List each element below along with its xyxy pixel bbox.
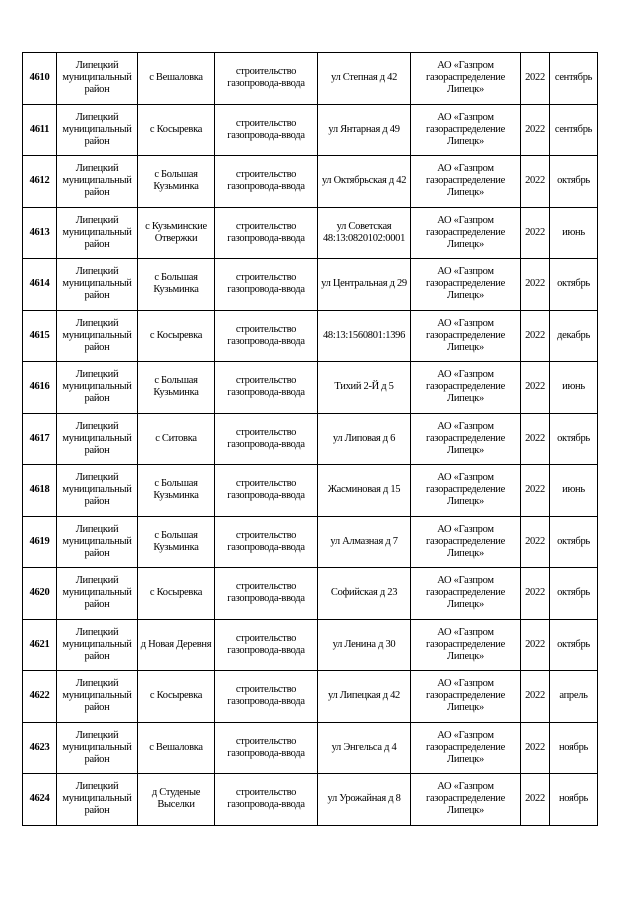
row-number: 4614 [23,259,57,311]
row-number: 4615 [23,310,57,362]
district-cell: Липецкий муниципальный район [57,568,138,620]
year-cell: 2022 [521,465,550,517]
row-number: 4611 [23,104,57,156]
settlement-cell: с Косыревка [138,568,215,620]
organization-cell: АО «Газпром газораспределение Липецк» [411,207,521,259]
work-type-cell: строительство газопровода-ввода [215,259,318,311]
month-cell: сентябрь [550,104,598,156]
district-cell: Липецкий муниципальный район [57,516,138,568]
work-type-cell: строительство газопровода-ввода [215,207,318,259]
district-cell: Липецкий муниципальный район [57,362,138,414]
settlement-cell: д Новая Деревня [138,619,215,671]
row-number: 4624 [23,774,57,826]
year-cell: 2022 [521,568,550,620]
address-cell: Тихий 2-Й д 5 [318,362,411,414]
settlement-cell: с Вешаловка [138,53,215,105]
work-type-cell: строительство газопровода-ввода [215,310,318,362]
district-cell: Липецкий муниципальный район [57,722,138,774]
month-cell: июнь [550,465,598,517]
year-cell: 2022 [521,310,550,362]
address-cell: ул Советская 48:13:0820102:0001 [318,207,411,259]
address-cell: ул Ленина д 30 [318,619,411,671]
settlement-cell: д Студеные Выселки [138,774,215,826]
work-type-cell: строительство газопровода-ввода [215,413,318,465]
organization-cell: АО «Газпром газораспределение Липецк» [411,53,521,105]
table-row [23,207,598,259]
organization-cell: АО «Газпром газораспределение Липецк» [411,156,521,208]
address-cell: ул Алмазная д 7 [318,516,411,568]
work-type-cell: строительство газопровода-ввода [215,671,318,723]
settlement-cell: с Ситовка [138,413,215,465]
month-cell: июнь [550,207,598,259]
district-cell: Липецкий муниципальный район [57,671,138,723]
row-number: 4613 [23,207,57,259]
settlement-cell: с Кузьминские Отвержки [138,207,215,259]
row-number: 4616 [23,362,57,414]
organization-cell: АО «Газпром газораспределение Липецк» [411,465,521,517]
settlement-cell: с Большая Кузьминка [138,465,215,517]
table-row [23,568,598,620]
district-cell: Липецкий муниципальный район [57,156,138,208]
work-type-cell: строительство газопровода-ввода [215,362,318,414]
work-type-cell: строительство газопровода-ввода [215,156,318,208]
year-cell: 2022 [521,104,550,156]
year-cell: 2022 [521,259,550,311]
address-cell: ул Янтарная д 49 [318,104,411,156]
address-cell: Жасминовая д 15 [318,465,411,517]
month-cell: октябрь [550,568,598,620]
month-cell: октябрь [550,156,598,208]
organization-cell: АО «Газпром газораспределение Липецк» [411,671,521,723]
address-cell: 48:13:1560801:1396 [318,310,411,362]
address-cell: ул Центральная д 29 [318,259,411,311]
settlement-cell: с Косыревка [138,104,215,156]
organization-cell: АО «Газпром газораспределение Липецк» [411,722,521,774]
settlement-cell: с Вешаловка [138,722,215,774]
settlement-cell: с Косыревка [138,310,215,362]
organization-cell: АО «Газпром газораспределение Липецк» [411,619,521,671]
year-cell: 2022 [521,362,550,414]
work-type-cell: строительство газопровода-ввода [215,722,318,774]
address-cell: ул Липовая д 6 [318,413,411,465]
row-number: 4621 [23,619,57,671]
organization-cell: АО «Газпром газораспределение Липецк» [411,104,521,156]
month-cell: октябрь [550,259,598,311]
district-cell: Липецкий муниципальный район [57,53,138,105]
table-row [23,774,598,826]
work-type-cell: строительство газопровода-ввода [215,568,318,620]
district-cell: Липецкий муниципальный район [57,259,138,311]
year-cell: 2022 [521,774,550,826]
row-number: 4610 [23,53,57,105]
row-number: 4623 [23,722,57,774]
work-type-cell: строительство газопровода-ввода [215,516,318,568]
row-number: 4612 [23,156,57,208]
year-cell: 2022 [521,156,550,208]
row-number: 4617 [23,413,57,465]
work-type-cell: строительство газопровода-ввода [215,619,318,671]
row-number: 4619 [23,516,57,568]
row-number: 4622 [23,671,57,723]
district-cell: Липецкий муниципальный район [57,774,138,826]
district-cell: Липецкий муниципальный район [57,619,138,671]
settlement-cell: с Большая Кузьминка [138,259,215,311]
table-row [23,156,598,208]
month-cell: июнь [550,362,598,414]
table-row [23,516,598,568]
year-cell: 2022 [521,619,550,671]
month-cell: октябрь [550,619,598,671]
year-cell: 2022 [521,516,550,568]
month-cell: октябрь [550,516,598,568]
organization-cell: АО «Газпром газораспределение Липецк» [411,774,521,826]
table-row [23,671,598,723]
address-cell: ул Урожайная д 8 [318,774,411,826]
month-cell: сентябрь [550,53,598,105]
table-row [23,465,598,517]
work-type-cell: строительство газопровода-ввода [215,774,318,826]
year-cell: 2022 [521,722,550,774]
month-cell: ноябрь [550,722,598,774]
organization-cell: АО «Газпром газораспределение Липецк» [411,362,521,414]
table-row [23,310,598,362]
address-cell: ул Липецкая д 42 [318,671,411,723]
district-cell: Липецкий муниципальный район [57,465,138,517]
organization-cell: АО «Газпром газораспределение Липецк» [411,568,521,620]
row-number: 4618 [23,465,57,517]
table-body [23,53,598,826]
work-type-cell: строительство газопровода-ввода [215,465,318,517]
month-cell: октябрь [550,413,598,465]
organization-cell: АО «Газпром газораспределение Липецк» [411,310,521,362]
district-cell: Липецкий муниципальный район [57,104,138,156]
month-cell: ноябрь [550,774,598,826]
table-row [23,259,598,311]
organization-cell: АО «Газпром газораспределение Липецк» [411,413,521,465]
settlement-cell: с Большая Кузьминка [138,156,215,208]
address-cell: ул Степная д 42 [318,53,411,105]
table-row [23,104,598,156]
work-type-cell: строительство газопровода-ввода [215,104,318,156]
organization-cell: АО «Газпром газораспределение Липецк» [411,259,521,311]
organization-cell: АО «Газпром газораспределение Липецк» [411,516,521,568]
year-cell: 2022 [521,413,550,465]
district-cell: Липецкий муниципальный район [57,310,138,362]
table-row [23,413,598,465]
table-row [23,619,598,671]
table-row [23,53,598,105]
row-number: 4620 [23,568,57,620]
year-cell: 2022 [521,53,550,105]
district-cell: Липецкий муниципальный район [57,413,138,465]
table-row [23,362,598,414]
month-cell: апрель [550,671,598,723]
settlement-cell: с Большая Кузьминка [138,362,215,414]
year-cell: 2022 [521,207,550,259]
year-cell: 2022 [521,671,550,723]
settlement-cell: с Большая Кузьминка [138,516,215,568]
settlement-cell: с Косыревка [138,671,215,723]
address-cell: ул Октябрьская д 42 [318,156,411,208]
work-type-cell: строительство газопровода-ввода [215,53,318,105]
table-row [23,722,598,774]
month-cell: декабрь [550,310,598,362]
address-cell: ул Энгельса д 4 [318,722,411,774]
gas-connection-table [22,52,598,826]
district-cell: Липецкий муниципальный район [57,207,138,259]
address-cell: Софийская д 23 [318,568,411,620]
